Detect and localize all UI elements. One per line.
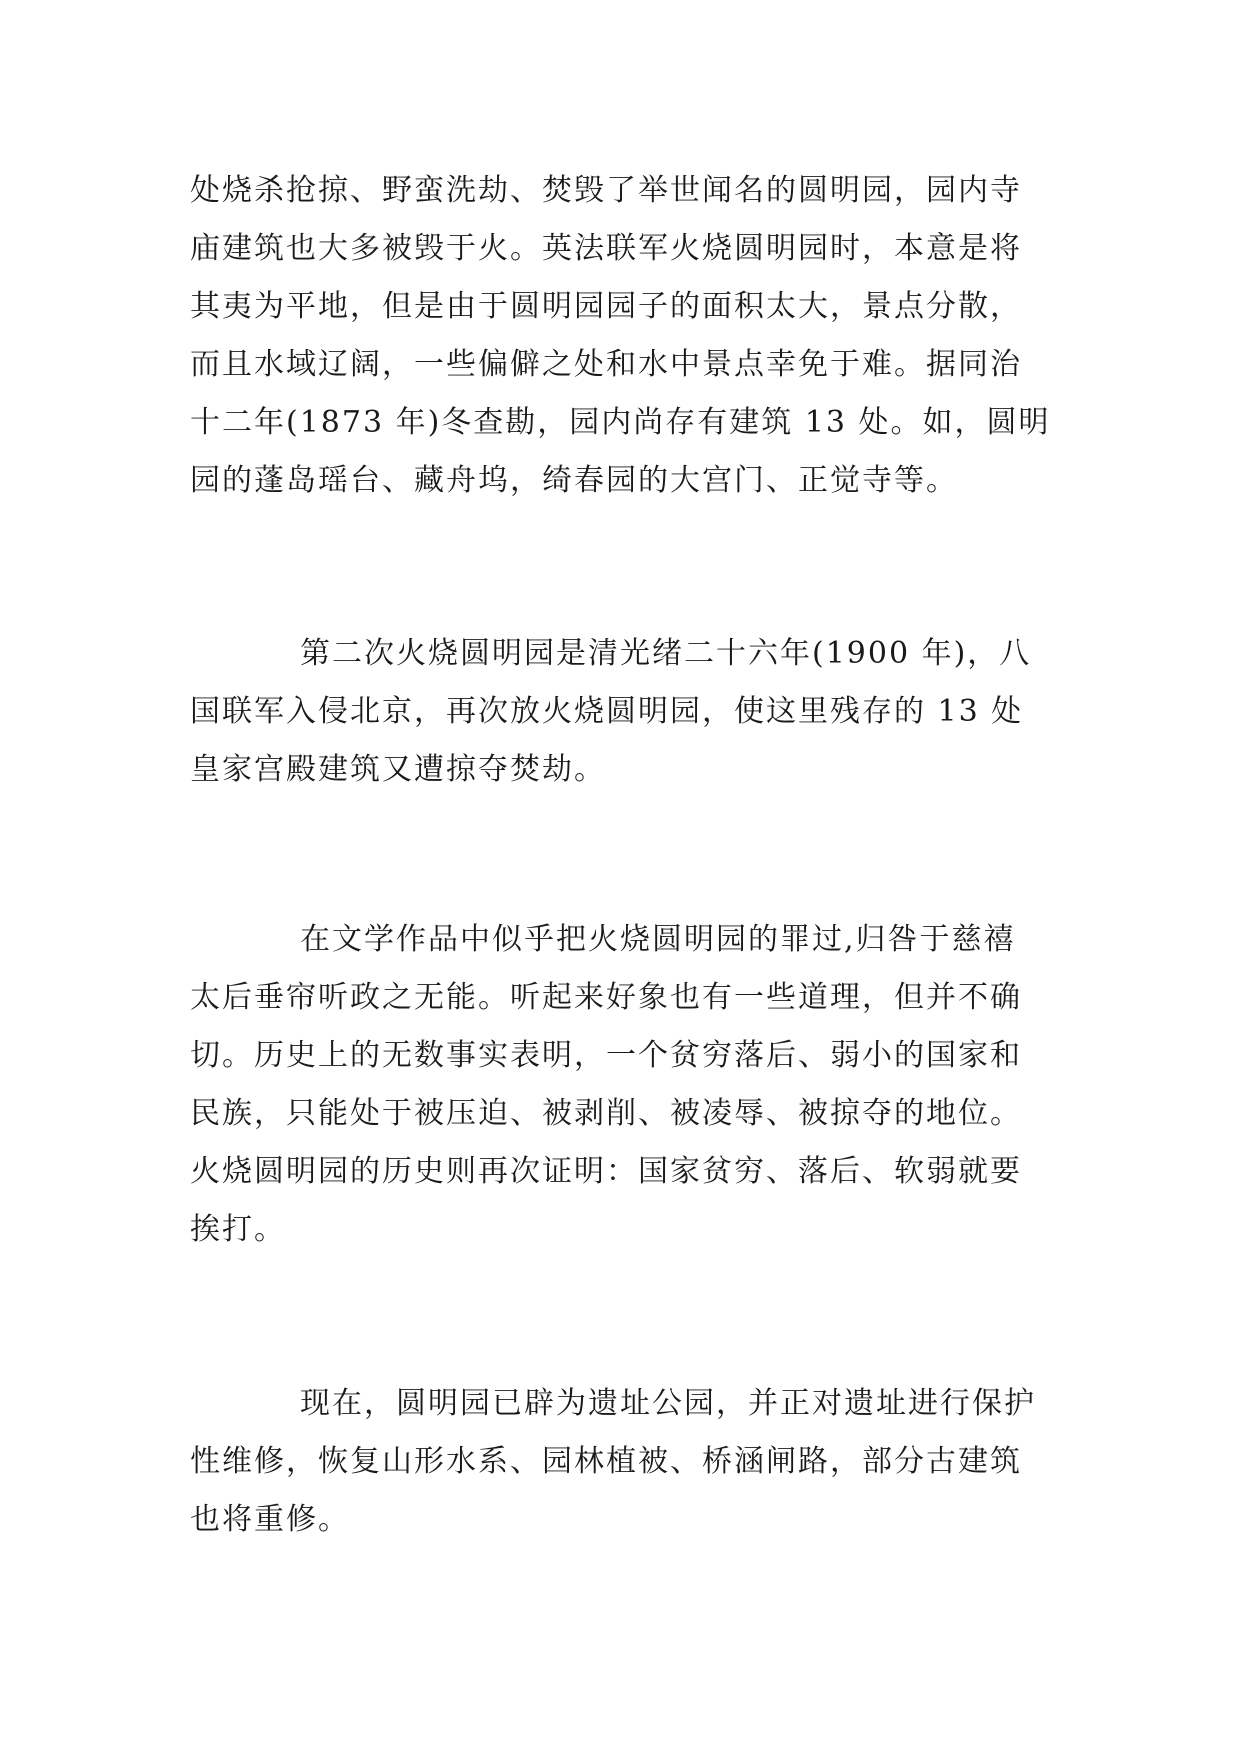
- paragraph-2: [190, 625, 1070, 799]
- paragraph-line: 火烧圆明园的历史则再次证明：国家贫穷、落后、软弱就要: [190, 1154, 1022, 1189]
- paragraph-line: 其夷为平地，但是由于圆明园园子的面积太大，景点分散，: [190, 289, 1022, 324]
- paragraph-line: 第二次火烧圆明园是清光绪二十六年(1900 年)，八: [300, 636, 1032, 671]
- paragraph-line: 现在，圆明园已辟为遗址公园，并正对遗址进行保护: [300, 1386, 1036, 1421]
- paragraph-line: 挨打。: [190, 1212, 286, 1247]
- paragraph-line: 园的蓬岛瑶台、藏舟坞，绮春园的大宫门、正觉寺等。: [190, 463, 958, 498]
- paragraph-line: 处烧杀抢掠、野蛮洗劫、焚毁了举世闻名的圆明园，园内寺: [190, 173, 1022, 208]
- paragraph-line: 民族，只能处于被压迫、被剥削、被凌辱、被掠夺的地位。: [190, 1096, 1022, 1131]
- paragraph-line: 庙建筑也大多被毁于火。英法联军火烧圆明园时，本意是将: [190, 231, 1022, 266]
- paragraph-line: 性维修，恢复山形水系、园林植被、桥涵闸路，部分古建筑: [190, 1444, 1022, 1479]
- paragraph-line: 在文学作品中似乎把火烧圆明园的罪过,归咎于慈禧: [300, 922, 1016, 957]
- paragraph-line: 皇家宫殿建筑又遭掠夺焚劫。: [190, 752, 606, 787]
- paragraph-3: [190, 911, 1070, 1259]
- paragraph-line: 也将重修。: [190, 1502, 350, 1537]
- paragraph-1: [190, 162, 1070, 510]
- paragraph-line: 国联军入侵北京，再次放火烧圆明园，使这里残存的 13 处: [190, 694, 1024, 729]
- paragraph-line: 十二年(1873 年)冬查勘，园内尚存有建筑 13 处。如，圆明: [190, 405, 1051, 440]
- paragraph-4: [190, 1375, 1070, 1549]
- paragraph-line: 而且水域辽阔，一些偏僻之处和水中景点幸免于难。据同治: [190, 347, 1022, 382]
- paragraph-line: 切。历史上的无数事实表明，一个贫穷落后、弱小的国家和: [190, 1038, 1022, 1073]
- paragraph-line: 太后垂帘听政之无能。听起来好象也有一些道理，但并不确: [190, 980, 1022, 1015]
